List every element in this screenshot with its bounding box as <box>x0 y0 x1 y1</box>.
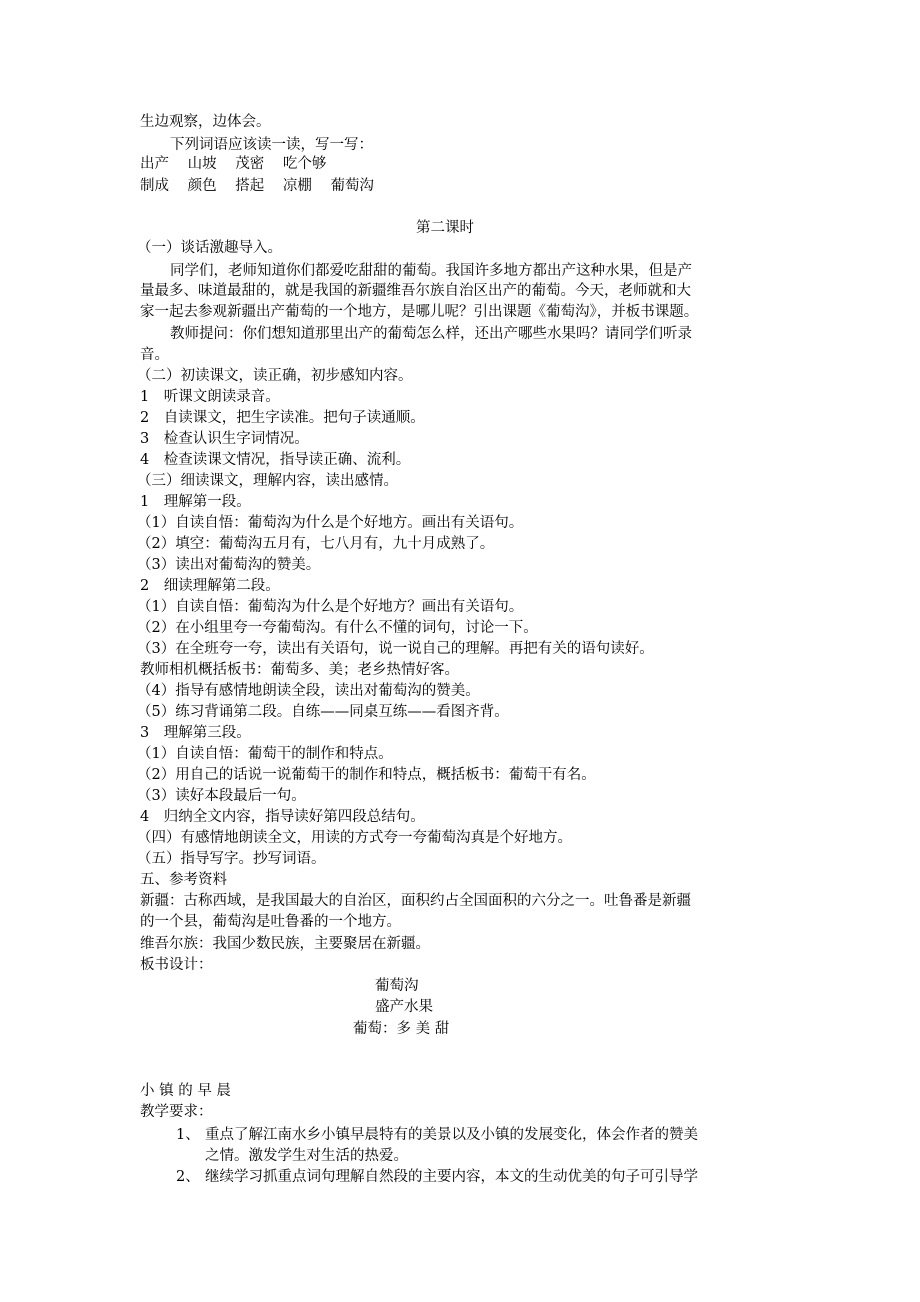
list-item: （1）自读自悟：葡萄沟为什么是个好地方。画出有关语句。 <box>137 515 524 531</box>
list-item: 1 理解第一段。 <box>140 494 251 510</box>
section-heading: 五、参考资料 <box>140 872 227 888</box>
section-heading: （二）初读课文，读正确，初步感知内容。 <box>137 368 413 384</box>
list-item: 2 细读理解第二段。 <box>140 578 280 594</box>
list-item: （3）读好本段最后一句。 <box>137 788 306 804</box>
text-line: 同学们，老师知道你们都爱吃甜甜的葡萄。我国许多地方都出产这种水果，但是产 <box>170 263 692 279</box>
list-item: 之情。激发学生对生活的热爱。 <box>205 1148 408 1164</box>
board-line: 盛产水果 <box>375 999 433 1015</box>
vocab-word: 凉棚 <box>282 178 312 194</box>
vocab-word: 葡萄沟 <box>330 178 374 194</box>
section-heading: （三）细读课文，理解内容，读出感情。 <box>137 473 398 489</box>
list-item: 2 自读课文，把生字读准。把句子读通顺。 <box>140 410 425 426</box>
text-line: 下列词语应该读一读，写一写： <box>170 137 373 153</box>
text-line: 的一个县，葡萄沟是吐鲁番的一个地方。 <box>140 914 401 930</box>
text-line: 量最多、味道最甜的，就是我国的新疆维吾尔族自治区出产的葡萄。今天，老师就和大 <box>140 283 691 299</box>
list-item: 4 检查读课文情况，指导读正确、流利。 <box>140 452 411 468</box>
list-item: 1 听课文朗读录音。 <box>140 389 280 405</box>
vocab-word: 吃个够 <box>282 156 327 172</box>
list-number: 2、 <box>176 1169 200 1185</box>
list-item: （3）在全班夸一夸，读出有关语句，说一说自己的理解。再把有关的语句读好。 <box>137 641 654 657</box>
text-line: 维吾尔族：我国少数民族，主要聚居在新疆。 <box>140 936 430 952</box>
word-row <box>140 176 374 196</box>
section-heading: （四）有感情地朗读全文，用读的方式夸一夸葡萄沟真是个好地方。 <box>137 830 572 846</box>
section-heading: （五）指导写字。抄写词语。 <box>137 851 326 867</box>
list-item: 重点了解江南水乡小镇早晨特有的美景以及小镇的发展变化，体会作者的赞美 <box>205 1127 698 1143</box>
section-title: 小 镇 的 早 晨 <box>140 1083 231 1099</box>
list-item: 3 理解第三段。 <box>140 725 251 741</box>
list-item: （2）用自己的话说一说葡萄干的制作和特点，概括板书：葡萄干有名。 <box>137 767 596 783</box>
list-item: （1）自读自悟：葡萄干的制作和特点。 <box>137 746 393 762</box>
list-item: （2）在小组里夸一夸葡萄沟。有什么不懂的词句，讨论一下。 <box>137 620 538 636</box>
vocab-word: 出产 <box>140 156 169 172</box>
text-line: 教师相机概括板书：葡萄多、美；老乡热情好客。 <box>140 662 459 678</box>
vocab-word: 颜色 <box>187 178 217 194</box>
word-row <box>140 154 326 174</box>
list-item: 4 归纳全文内容，指导读好第四段总结句。 <box>140 809 425 825</box>
list-item: （2）填空：葡萄沟五月有，七八月有，九十月成熟了。 <box>137 536 495 552</box>
vocab-word: 茂密 <box>235 156 265 172</box>
vocab-word: 制成 <box>140 178 169 194</box>
board-line: 葡萄沟 <box>375 978 419 994</box>
vocab-word: 搭起 <box>235 178 265 194</box>
requirements-label: 教学要求： <box>140 1104 213 1120</box>
list-item: （4）指导有感情地朗读全段，读出对葡萄沟的赞美。 <box>137 683 480 699</box>
list-item: 3 检查认识生字词情况。 <box>140 431 309 447</box>
list-item: （3）读出对葡萄沟的赞美。 <box>137 557 321 573</box>
text-line: 音。 <box>140 347 169 363</box>
text-line: 板书设计： <box>140 957 213 973</box>
section-heading: （一）谈话激趣导入。 <box>137 240 282 256</box>
text-line: 新疆：古称西域，是我国最大的自治区，面积约占全国面积的六分之一。吐鲁番是新疆 <box>140 893 691 909</box>
text-line: 家一起去参观新疆出产葡萄的一个地方，是哪儿呢？引出课题《葡萄沟》，并板书课题。 <box>140 304 699 320</box>
list-number: 1、 <box>176 1127 200 1143</box>
list-item: （1）自读自悟：葡萄沟为什么是个好地方？画出有关语句。 <box>137 599 524 615</box>
list-item: （5）练习背诵第二段。自练——同桌互练——看图齐背。 <box>137 704 509 720</box>
text-line: 教师提问：你们想知道那里出产的葡萄怎么样，还出产哪些水果吗？请同学们听录 <box>170 326 692 342</box>
vocab-word: 山坡 <box>187 156 217 172</box>
board-line: 葡萄：多 美 甜 <box>353 1021 450 1037</box>
lesson-title: 第二课时 <box>416 220 474 236</box>
text-line: 生边观察，边体会。 <box>140 114 271 130</box>
list-item: 继续学习抓重点词句理解自然段的主要内容，本文的生动优美的句子可引导学 <box>205 1169 698 1185</box>
